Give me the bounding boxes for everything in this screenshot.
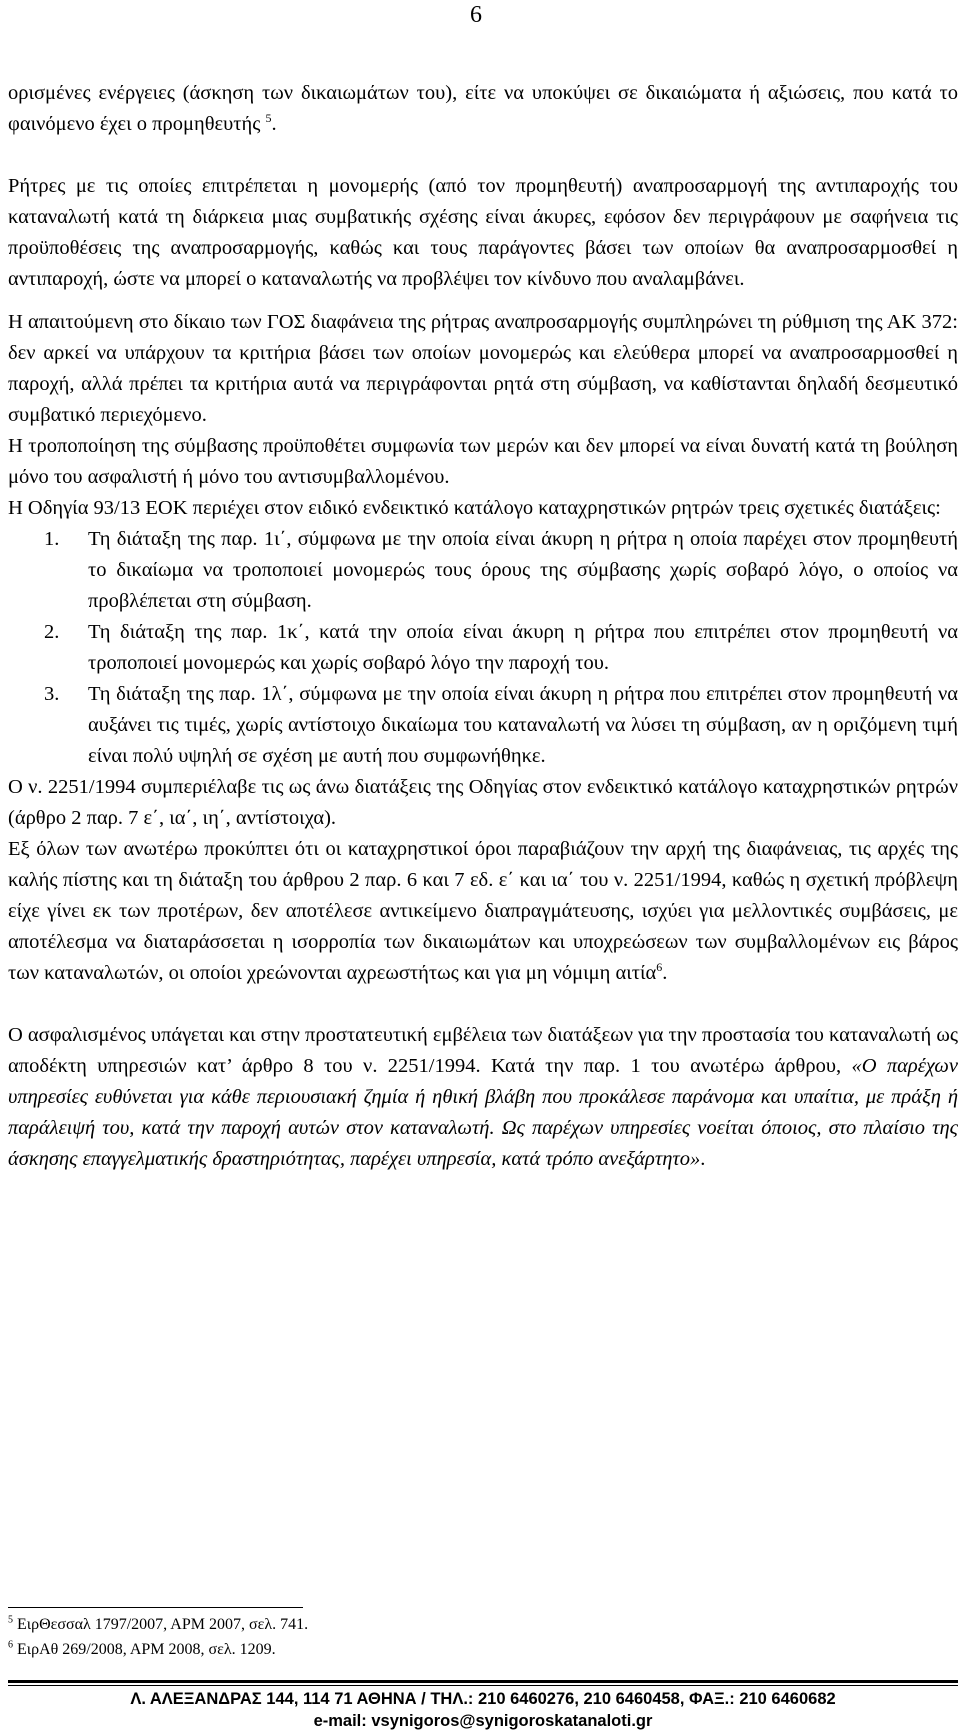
footnote-number: 5	[8, 1614, 13, 1626]
footnote-separator	[8, 1607, 303, 1608]
paragraph-end: .	[700, 1148, 706, 1170]
provisions-list	[8, 524, 958, 772]
footnote-ref: 6	[656, 960, 663, 975]
paragraph-text: Ο ασφαλισμένος υπάγεται και στην προστατευτική εμβέλεια των διατάξεων για την προστασία του καταναλωτή ως αποδέκτη υπηρεσιών κατ’ άρθρο 8 του ν. 2251/1994. Κατά την παρ. 1 του ανωτέρω άρθρου,	[8, 1024, 958, 1077]
footer-address: Λ. ΑΛΕΞΑΝΔΡΑΣ 144, 114 71 ΑΘΗΝΑ / ΤΗΛ.: 210 6460276, 210 6460458, ΦΑΞ.: 210 6460682	[130, 1690, 836, 1708]
document-body	[8, 78, 958, 1175]
paragraph-directive: Η Οδηγία 93/13 ΕΟΚ περιέχει στον ειδικό ενδεικτικό κατάλογο καταχρηστικών ρητρών τρεις σχετικές διατάξεις:	[8, 497, 941, 519]
footnote	[8, 1612, 908, 1637]
list-item	[8, 679, 958, 772]
footnote-number: 6	[8, 1639, 13, 1651]
list-item-number: 3.	[44, 683, 60, 705]
paragraph-unilateral-clauses: Ρήτρες με τις οποίες επιτρέπεται η μονομερής (από τον προμηθευτή) αναπροσαρμογή της αντιπαροχής του καταναλωτή κατά τη διάρκεια μιας συμβατικής σχέσης είναι άκυρες, εφόσον δεν περιγράφουν με σαφήνεια τις προϋποθέσεις της αναπροσαρμογής, καθώς και τους παράγοντες βάσει των οποίων θα αναπροσαρμοσθεί η αντιπαροχή, ώστε να μπορεί ο καταναλωτής να προβλέψει τον κίνδυνο που αναλαμβάνει.	[8, 175, 958, 290]
paragraph-insured	[8, 1020, 958, 1175]
article-quote: «Ο παρέχων υπηρεσίες ευθύνεται για κάθε περιουσιακή ζημία ή ηθική βλάβη που προκάλεσε παράνομα και υπαίτια, με πράξη ή παράλειψή του, κατά την παροχή αυτών στον καταναλωτή. Ως παρέχων υπηρεσίες νοείται όποιος, στο πλαίσιο της άσκησης επαγγελματικής δραστηριότητας, παρέχει υπηρεσία, κατά τρόπο ανεξάρτητο»	[8, 1055, 958, 1170]
paragraph-rights	[8, 78, 958, 140]
page-number: 6	[470, 2, 482, 28]
list-item-text: Τη διάταξη της παρ. 1κ΄, κατά την οποία είναι άκυρη η ρήτρα που επιτρέπει στον προμηθευτή να τροποποιεί μονομερώς και χωρίς σοβαρό λόγο την παροχή του.	[88, 621, 958, 674]
list-item-text: Τη διάταξη της παρ. 1λ΄, σύμφωνα με την οποία είναι άκυρη η ρήτρα που επιτρέπει στον προμηθευτή να αυξάνει τις τιμές, χωρίς αντίστοιχο δικαίωμα του καταναλωτή να λύσει τη σύμβαση, αν η οριζόμενη τιμή είναι πολύ υψηλή σε σχέση με αυτή που συμφωνήθηκε.	[88, 683, 958, 767]
footnote-ref: 5	[265, 111, 272, 126]
paragraph-end: .	[271, 113, 277, 135]
paragraph-law-2251: Ο ν. 2251/1994 συμπεριέλαβε τις ως άνω διατάξεις της Οδηγίας στον ενδεικτικό κατάλογο καταχρηστικών ρητρών (άρθρο 2 παρ. 7 ε΄, ια΄, ιη΄, αντίστοιχα).	[8, 776, 958, 829]
list-item	[8, 617, 958, 679]
page-footer	[8, 1688, 958, 1732]
paragraph-text: Εξ όλων των ανωτέρω προκύπτει ότι οι καταχρηστικοί όροι παραβιάζουν την αρχή της διαφάνειας, τις αρχές της καλής πίστης και τη διάταξη του άρθρου 2 παρ. 6 και 7 εδ. ε΄ και ια΄ του ν. 2251/1994, καθώς η σχετική πρόβλεψη είχε γίνει εκ των προτέρων, δεν αποτέλεσε αντικείμενο διαπραγμάτευσης, ισχύει για μελλοντικές συμβάσεις, με αποτέλεσμα να διαταράσσεται η ισορροπία των δικαιωμάτων και υποχρεώσεων των συμβαλλομένων εις βάρος των καταναλωτών, οι οποίοι χρεώνονται αχρεωστήτως και για μη νόμιμη αιτία	[8, 838, 958, 984]
list-item	[8, 524, 958, 617]
footer-email: e-mail: vsynigoros@synigoroskatanaloti.gr	[313, 1712, 653, 1730]
paragraph-amendment: Η τροποποίηση της σύμβασης προϋποθέτει συμφωνία των μερών και δεν μπορεί να είναι δυνατή κατά τη βούληση μόνο του ασφαλιστή ή μόνο του αντισυμβαλλομένου.	[8, 435, 958, 488]
paragraph-text: ορισμένες ενέργειες (άσκηση των δικαιωμάτων του), είτε να υποκύψει σε δικαιώματα ή αξιώσεις, που κατά το φαινόμενο έχει ο προμηθευτής	[8, 82, 958, 135]
footer-rule-thin	[8, 1685, 958, 1686]
paragraph-transparency: Η απαιτούμενη στο δίκαιο των ΓΟΣ διαφάνεια της ρήτρας αναπροσαρμογής συμπληρώνει τη ρύθμιση της ΑΚ 372: δεν αρκεί να υπάρχουν τα κριτήρια βάσει των οποίων μονομερώς και ελεύθερα μπορεί να αναπροσαρμοσθεί η παροχή, αλλά πρέπει τα κριτήρια αυτά να περιγράφονται ρητά στη σύμβαση, να καθίστανται δηλαδή δεσμευτικό συμβατικό περιεχόμενο.	[8, 311, 958, 426]
list-item-number: 2.	[44, 621, 60, 643]
list-item-number: 1.	[44, 528, 60, 550]
footnote-text: ΕιρΑθ 269/2008, ΑΡΜ 2008, σελ. 1209.	[13, 1641, 276, 1658]
list-item-text: Τη διάταξη της παρ. 1ι΄, σύμφωνα με την οποία είναι άκυρη η ρήτρα η οποία παρέχει στον προμηθευτή το δικαίωμα να τροποποιεί μονομερώς τους όρους της σύμβασης χωρίς σοβαρό λόγο, ο οποίος να προβλέπεται στη σύμβαση.	[88, 528, 958, 612]
footer-rule	[8, 1680, 958, 1683]
paragraph-conclusion	[8, 834, 958, 989]
paragraph-end: .	[662, 962, 668, 984]
footnotes	[8, 1612, 908, 1662]
footnote-text: ΕιρΘεσσαλ 1797/2007, ΑΡΜ 2007, σελ. 741.	[13, 1616, 309, 1633]
footnote	[8, 1637, 908, 1662]
